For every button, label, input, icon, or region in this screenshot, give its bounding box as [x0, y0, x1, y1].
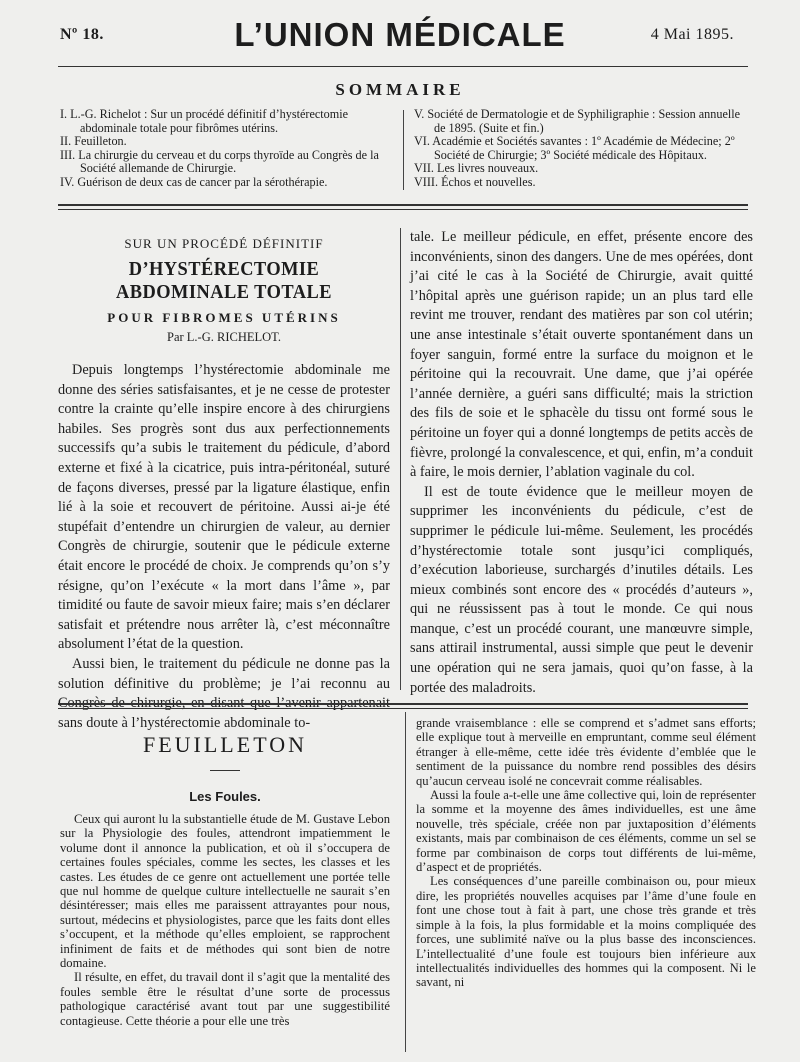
- article-title: D’HYSTÉRECTOMIE ABDOMINALE TOTALE: [116, 258, 332, 303]
- sommaire-item: VII. Les livres nouveaux.: [414, 161, 539, 176]
- article-paragraph: Depuis longtemps l’hystérectomie abdominale me donne des séries satisfaisantes, et je ne cesse de protester contre la crainte qu’elle inspire encore à des chirurgiens habiles. Ses progrès sont dus aux perfectionnements successifs qu’a subis le traitement du pédicule, d’abord externe et fixé à la cicatrice, puis intra-péritonéal, suturé de façons diverses, pressé par la ligature élastique, enfin lié à la soie et recouvert de péritoine. Aussi ai-je été stupéfait d’entendre un chirurgien de valeur, au dernier Congrès de chirurgie, soutenir que le pédicule externe était encore le procédé de choix. Je comprends qu’on s’y résigne, qu’on l’exécute « la mort dans l’âme », par timidité ou faute de savoir mieux faire; mais s’en déclarer satisfait et prétendre nous arrêter là, c’est méconnaître absolument l’état de la question.: [58, 362, 390, 653]
- issue-date: 4 Mai 1895.: [650, 26, 734, 43]
- sommaire-item: II. Feuilleton.: [60, 134, 127, 149]
- feuilleton-paragraph: Aussi la foule a-t-elle une âme collective qui, loin de représenter la somme et la moyenne des âmes individuelles, est une âme nouvelle, très spéciale, créée non par juxtaposition d’éléments existants, mais par combinaison de ces éléments, comme un sel se forme par combinaison de corps tout différents de lui-même, d’aspect et de propriétés.: [416, 788, 756, 875]
- masthead: [60, 16, 740, 60]
- article-paragraph: Il est de toute évidence que le meilleur moyen de supprimer les inconvénients du pédicule, c’est de supprimer le pédicule lui-même. Seulement, les procédés d’hystérectomie totale sont jusqu’ici compliqués, d’exécution laborieuse, surchargés d’inutiles détails. Les mieux combinés sont encore des « procédés d’auteurs », qui ne réussissent pas à tout le monde. Ce qui nous manque, c’est un procédé courant, une manœuvre simple, sans attirail instrumental, aussi simple que peut le devenir une opération qui ne sera jamais, quoi qu’on fasse, à la portée des maladroits.: [410, 483, 753, 696]
- sommaire-item: V. Société de Dermatologie et de Syphiligraphie : Session annuelle de 1895. (Suite et fin.): [414, 107, 741, 135]
- feuilleton-paragraph: Les conséquences d’une pareille combinaison ou, pour mieux dire, les propriétés nouvelles acquises par l’âme d’une foule en font une chose tout à fait à part, une chose très grande et très simple à la fois, la plus formidable et la moins compliquée des forces, une sublimité naïve ou la plus basse des inconsciences. L’intellectualité d’une foule est toujours bien inférieure aux intellectualités individuelles des hommes qui la composent. Ni le savant, ni: [416, 874, 756, 990]
- feuilleton-left-column: [60, 728, 390, 1028]
- section-double-rule: [58, 204, 748, 210]
- sommaire-item: III. La chirurgie du cerveau et du corps thyroïde au Congrès de la Société allemande de Chirurgie.: [60, 147, 379, 176]
- sommaire-item: I. L.-G. Richelot : Sur un procédé définitif d’hystérectomie abdominale totale pour fibrômes utérins.: [60, 107, 349, 135]
- article-left-column: [58, 230, 390, 733]
- article-right-column: [410, 228, 753, 698]
- feuilleton-double-rule: [58, 703, 748, 709]
- sommaire-item: VI. Académie et Sociétés savantes : 1º Académie de Médecine; 2º Société de Chirurgie; 3º Société médicale des Hôpitaux.: [414, 134, 735, 162]
- feuilleton-paragraph: Il résulte, en effet, du travail dont il s’agit que la mentalité des foules semble être le résultat d’une sorte de processus pathologique caractérisé avant tout par une suggestibilité contagieuse. Cette théorie a pour elle une très: [60, 970, 390, 1028]
- sommaire-item: IV. Guérison de deux cas de cancer par la sérothérapie.: [60, 174, 328, 189]
- article-subtitle: POUR FIBROMES UTÉRINS: [107, 310, 341, 325]
- masthead-rule: [58, 66, 748, 67]
- feuilleton-right-column: [416, 716, 756, 990]
- article-kicker: SUR UN PROCÉDÉ DÉFINITIF: [124, 236, 324, 251]
- feuilleton-column-divider: [405, 712, 406, 1052]
- feuilleton-subtitle: Les Foules.: [189, 789, 261, 804]
- journal-title: L’UNION MÉDICALE: [234, 16, 566, 53]
- issue-number: Nº 18.: [60, 26, 104, 43]
- feuilleton-paragraph: grande vraisemblance : elle se comprend et s’admet sans efforts; elle explique tout à merveille en empruntant, comme seul élément étranger à elle-même, cette idée très évidente d’emblée que le sentiment de la puissance du nombre rend possibles des désirs qu’aucun cerveau isolé ne concevrait comme réalisables.: [416, 716, 756, 788]
- feuilleton-title: FEUILLETON: [142, 732, 308, 757]
- article-column-divider: [400, 228, 401, 690]
- sommaire-title: SOMMAIRE: [335, 80, 465, 99]
- article-paragraph: Aussi bien, le traitement du pédicule ne donne pas la solution définitive du problème; je l’ai reconnu au Congrès de chirurgie, en disant que l’avenir appartenait sans doute à l’hystérectomie abdominale to-: [58, 655, 390, 731]
- sommaire-right-column: [414, 108, 754, 190]
- feuilleton-short-rule: [210, 770, 240, 771]
- article-byline: Par L.-G. RICHELOT.: [167, 330, 281, 344]
- sommaire-item: VIII. Échos et nouvelles.: [414, 174, 536, 189]
- article-paragraph: tale. Le meilleur pédicule, en effet, présente encore des inconvénients, sinon des dangers. Une de mes opérées, dont j’ai cité le cas à la Société de Chirurgie, avait quitté l’hôpital après une guérison rapide; un an plus tard elle revint me trouver, rendant des matières par son col utérin; une anse intestinale s’était ouverte spontanément dans un foyer sanguin, formé entre la surface du moignon et le péritoine qui la recouvrait. Une dame, que j’ai opérée l’année dernière, a guéri sans difficulté; mais la striction des fils de soie et le sphacèle du tissu ont formé sous le péritoine un foyer qui a donné longtemps de petits accès de fièvre, prolongé la convalescence, et qui, enfin, m’a conduit à faire, le mois dernier, l’ablation vaginale du col.: [410, 229, 753, 481]
- sommaire-divider: [403, 110, 404, 190]
- sommaire-left-column: [60, 108, 398, 190]
- feuilleton-paragraph: Ceux qui auront lu la substantielle étude de M. Gustave Lebon sur la Physiologie des foules, attendront impatiemment le volume dont il annonce la publication, et où il s’occupera de certaines foules spéciales, comme les sectes, les classes et les castes. Les études de ce genre ont actuellement une portée telle que nul homme de quelque culture intellectuelle ne saurait s’en désintéresser; mais elles me paraissent attrayantes pour nous, surtout, médecins et physiologistes, parce que les faits dont elles s’occupent, et la méthode qu’elles emploient, se rapprochent infiniment de faits et de méthodes qui sont bien de notre domaine.: [60, 812, 390, 971]
